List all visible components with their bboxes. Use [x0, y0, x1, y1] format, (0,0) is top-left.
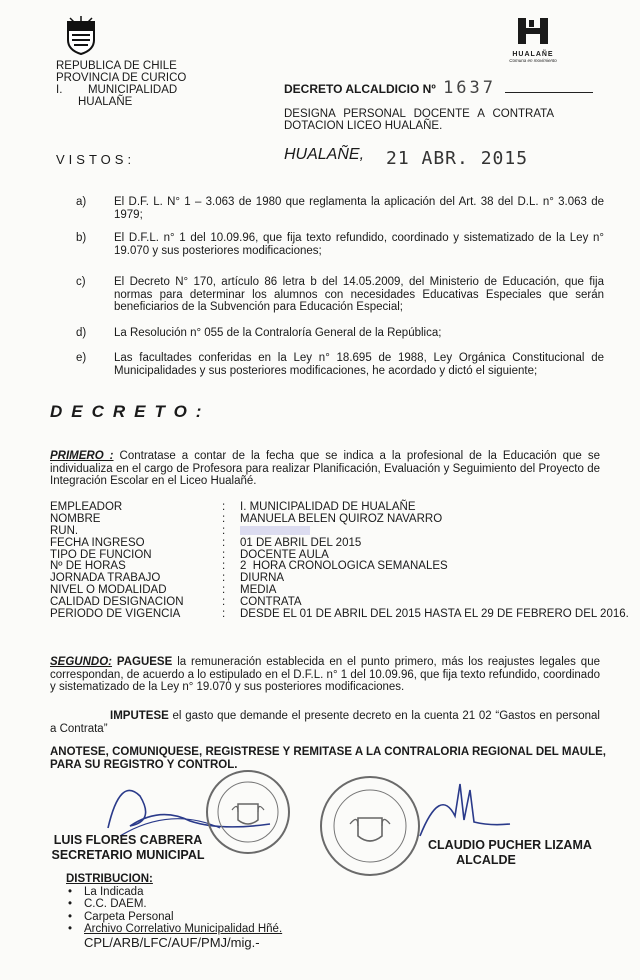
date-stamp: 21 ABR. 2015 [386, 148, 529, 169]
visto-label: a) [76, 196, 87, 208]
distribution-item: • La Indicada [66, 886, 282, 899]
field-value: 2 HORA CRONOLOGICA SEMANALES [240, 560, 448, 573]
hualane-logo-icon [516, 16, 550, 46]
field-colon: : [222, 584, 226, 597]
distribution-item: • Carpeta Personal [66, 911, 282, 924]
decree-place: HUALAÑE, [284, 146, 365, 163]
seal-left-emblem-icon [208, 772, 288, 852]
field-colon: : [222, 572, 226, 585]
header-line-1: REPUBLICA DE CHILE [56, 60, 177, 72]
field-key: NOMBRE [50, 512, 101, 525]
coat-of-arms-icon [64, 16, 98, 56]
field-value-redacted [240, 526, 610, 538]
decree-number [284, 78, 593, 98]
anotese-clause: ANOTESE, COMUNIQUESE, REGISTRESE Y REMITASE A LA CONTRALORIA REGIONAL DEL MAULE, PARA SU REGISTRO Y CONTROL. [50, 746, 606, 771]
visto-label: c) [76, 276, 86, 288]
field-value: 01 DE ABRIL DEL 2015 [240, 536, 362, 549]
redaction-mark [240, 526, 310, 535]
hualane-logo [506, 16, 560, 64]
mayor-title: ALCALDE [456, 853, 516, 867]
field-colon: : [222, 501, 226, 513]
decree-label: DECRETO ALCALDICIO Nº [284, 82, 436, 96]
visto-text: El D.F. L. N° 1 – 3.063 de 1980 que reglamenta la aplicación del Art. 38 del D.L. n° 3.063 de 1979; [114, 196, 604, 221]
field-colon: : [222, 596, 226, 609]
field-colon: : [222, 512, 226, 525]
segundo-text: la remuneración establecida en el punto primero, más los reajustes legales que correspondan, de acuerdo a lo estipulado en el D.F.L. n° 1 del 10.09.96, que fija texto refundido, coordinado y sistematizado de la Ley n° 19.070 y sus posteriores modificaciones. [50, 656, 600, 693]
decree-number-line [505, 92, 593, 93]
logo-tagline: Comuna en movimiento [509, 58, 557, 63]
secretary-name: LUIS FLORES CABRERA [53, 833, 203, 847]
vistos-title: VISTOS: [56, 152, 136, 167]
field-value: MANUELA BELEN QUIROZ NAVARRO [240, 512, 443, 525]
segundo-label: SEGUNDO: [50, 656, 112, 668]
field-value: DIURNA [240, 572, 285, 585]
typist-initials: CPL/ARB/LFC/AUF/PMJ/mig.- [84, 935, 260, 950]
field-colon: : [222, 536, 226, 549]
secretary-title: SECRETARIO MUNICIPAL [51, 848, 205, 862]
field-colon: : [222, 548, 226, 561]
field-colon: : [222, 608, 226, 621]
primero-text: Contratase a contar de la fecha que se indica a la profesional de la Educación que se individualiza en el cargo de Profesora para realizar Planificación, Evaluación y Seguimiento del Proyecto de Integración Escolar en el Liceo Hualañé. [50, 450, 600, 487]
primero-paragraph [50, 450, 600, 488]
signature-block-mayor [428, 838, 592, 868]
field-key: TIPO DE FUNCION [50, 548, 152, 561]
field-value: I. MUNICIPALIDAD DE HUALAÑE [240, 501, 416, 513]
decree-number-value: 1637 [443, 78, 497, 98]
distribution-item: • C.C. DAEM. [66, 898, 282, 911]
seal-left-icon [206, 770, 290, 854]
field-value: CONTRATA [240, 596, 302, 609]
field-colon: : [222, 560, 226, 573]
primero-label: PRIMERO : [50, 450, 114, 462]
imputese-paragraph [50, 710, 600, 735]
issuer-header [56, 60, 186, 108]
field-key: EMPLEADOR [50, 501, 123, 513]
imputese-text: el gasto que demande el presente decreto en la cuenta 21 02 “Gastos en personal a Contrata” [50, 710, 600, 735]
decree-subject: DESIGNA PERSONAL DOCENTE A CONTRATA DOTACION LICEO HUALAÑE. [284, 108, 554, 132]
visto-label: d) [76, 327, 87, 339]
visto-text: El Decreto N° 170, artículo 86 letra b del 14.05.2009, del Ministerio de Educación, que fija normas para determinar los alumnos con necesidades Educativas Especiales que serán beneficiarios de la Subvención para Educación Especial; [114, 276, 604, 313]
visto-text: Las facultades conferidas en la Ley n° 18.695 de 1988, Ley Orgánica Constitucional de Municipalidades y sus posteriores modificaciones, he acordado y dictó el siguiente; [114, 352, 604, 377]
distribution-title: DISTRIBUCION: [66, 873, 153, 885]
header-line-4: HUALAÑE [78, 96, 133, 108]
field-key: FECHA INGRESO [50, 536, 145, 549]
decreto-title: DECRETO: [50, 402, 211, 421]
logo-brand: HUALAÑE [512, 51, 554, 58]
visto-text: La Resolución n° 055 de la Contraloría General de la República; [114, 327, 442, 339]
header-line-2: PROVINCIA DE CURICO [56, 72, 187, 84]
visto-text: El D.F.L. n° 1 del 10.09.96, que fija texto refundido, coordinado y sistematizado de la Ley n° 19.070 y sus posteriores modificaciones; [114, 232, 604, 257]
field-key: CALIDAD DESIGNACION [50, 596, 184, 609]
segundo-paragraph [50, 656, 600, 694]
distribution-item: • Archivo Correlativo Municipalidad Hñé. [66, 923, 282, 936]
mayor-name: CLAUDIO PUCHER LIZAMA [428, 838, 592, 852]
field-value: DESDE EL 01 DE ABRIL DEL 2015 HASTA EL 29 DE FEBRERO DEL 2016. [240, 608, 629, 621]
field-key: PERIODO DE VIGENCIA [50, 608, 181, 621]
field-key: JORNADA TRABAJO [50, 572, 161, 585]
field-key: NIVEL O MODALIDAD [50, 584, 167, 597]
field-key: RUN. [50, 524, 79, 537]
signature-block-secretary [46, 833, 210, 863]
field-value: DOCENTE AULA [240, 548, 329, 561]
distribution-list [66, 873, 282, 936]
imputese-keyword: IMPUTESE [110, 710, 169, 722]
field-value: MEDIA [240, 584, 277, 597]
visto-label: b) [76, 232, 87, 244]
field-key: Nº DE HORAS [50, 560, 126, 573]
signature-right-icon [400, 776, 520, 846]
field-colon: : [222, 524, 226, 537]
visto-label: e) [76, 352, 87, 364]
segundo-keyword: PAGUESE [116, 656, 173, 668]
header-line-3: I. MUNICIPALIDAD [56, 84, 178, 96]
